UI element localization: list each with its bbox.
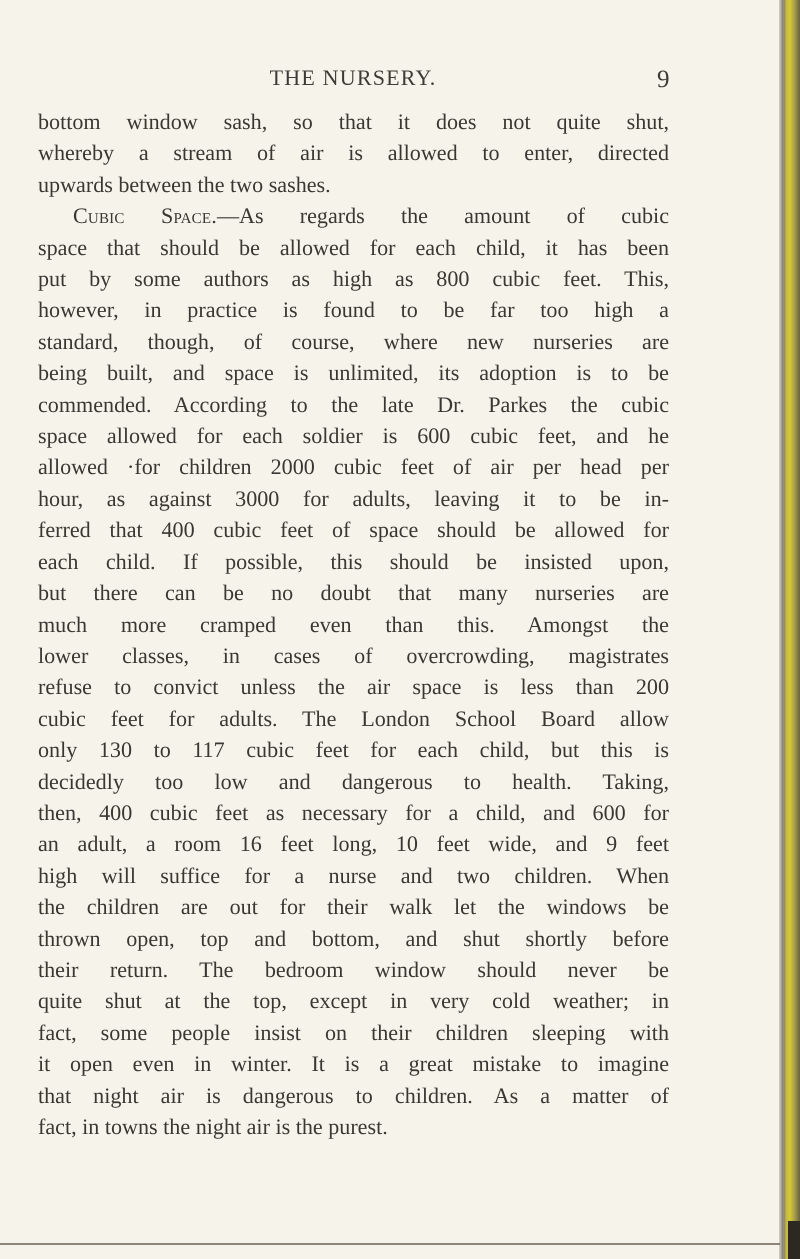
body-text bbox=[38, 106, 669, 1142]
text-line: cubic feet for adults. The London School Board allow bbox=[38, 705, 669, 731]
text-line: upwards between the two sashes. bbox=[38, 171, 331, 197]
text-line: put by some authors as high as 800 cubic feet. This, bbox=[38, 266, 669, 292]
text-line: much more cramped even than this. Amongst the bbox=[38, 611, 669, 637]
text-line: that night air is dangerous to children. As a matter of bbox=[38, 1082, 669, 1108]
text-line: thrown open, top and bottom, and shut shortly before bbox=[38, 925, 669, 951]
text-line: refuse to convict unless the air space is less than 200 bbox=[38, 674, 669, 700]
text-line: allowed ·for children 2000 cubic feet of air per head per bbox=[38, 454, 669, 480]
text-line: quite shut at the top, except in very cold weather; in bbox=[38, 988, 669, 1014]
scan-corner-shadow bbox=[788, 1221, 800, 1259]
text-line: fact, some people insist on their children sleeping with bbox=[38, 1019, 669, 1045]
text-line: then, 400 cubic feet as necessary for a child, and 600 for bbox=[38, 799, 669, 825]
page-number: 9 bbox=[657, 66, 670, 93]
text-line: bottom window sash, so that it does not quite shut, bbox=[38, 109, 669, 134]
text-line: fact, in towns the night air is the purest. bbox=[38, 1114, 388, 1139]
text-line: whereby a stream of air is allowed to enter, directed bbox=[38, 140, 669, 166]
book-edge-strip bbox=[782, 0, 800, 1259]
text-line: space that should be allowed for each child, it has been bbox=[38, 234, 669, 260]
text-line: decidedly too low and dangerous to health. Taking, bbox=[38, 768, 669, 794]
section-intro-rest: —As regards the amount of cubic bbox=[216, 203, 669, 229]
text-line: high will suffice for a nurse and two children. When bbox=[38, 862, 669, 888]
text-line: an adult, a room 16 feet long, 10 feet wide, and 9 feet bbox=[38, 831, 669, 857]
page-bottom-edge bbox=[0, 1243, 780, 1245]
text-line: being built, and space is unlimited, its adoption is to be bbox=[38, 360, 669, 386]
text-line: however, in practice is found to be far too high a bbox=[38, 297, 669, 323]
text-line: their return. The bedroom window should never be bbox=[38, 956, 669, 982]
text-line: but there can be no doubt that many nurseries are bbox=[38, 580, 669, 606]
text-line: it open even in winter. It is a great mistake to imagine bbox=[38, 1051, 669, 1077]
text-line: ferred that 400 cubic feet of space should be allowed for bbox=[38, 517, 669, 543]
running-title: THE NURSERY. bbox=[269, 65, 437, 90]
running-header bbox=[0, 64, 786, 100]
text-line: lower classes, in cases of overcrowding, magistrates bbox=[38, 642, 669, 668]
section-first-line bbox=[73, 200, 669, 231]
text-line: standard, though, of course, where new nurseries are bbox=[38, 328, 669, 354]
text-line: each child. If possible, this should be insisted upon, bbox=[38, 548, 669, 574]
section-heading: Cubic Space. bbox=[73, 203, 217, 229]
text-line: the children are out for their walk let the windows be bbox=[38, 894, 669, 920]
text-line: only 130 to 117 cubic feet for each child, but this is bbox=[38, 737, 669, 763]
text-line: hour, as against 3000 for adults, leaving it to be in- bbox=[38, 485, 669, 511]
text-line: space allowed for each soldier is 600 cubic feet, and he bbox=[38, 423, 669, 449]
text-line: commended. According to the late Dr. Parkes the cubic bbox=[38, 391, 669, 417]
